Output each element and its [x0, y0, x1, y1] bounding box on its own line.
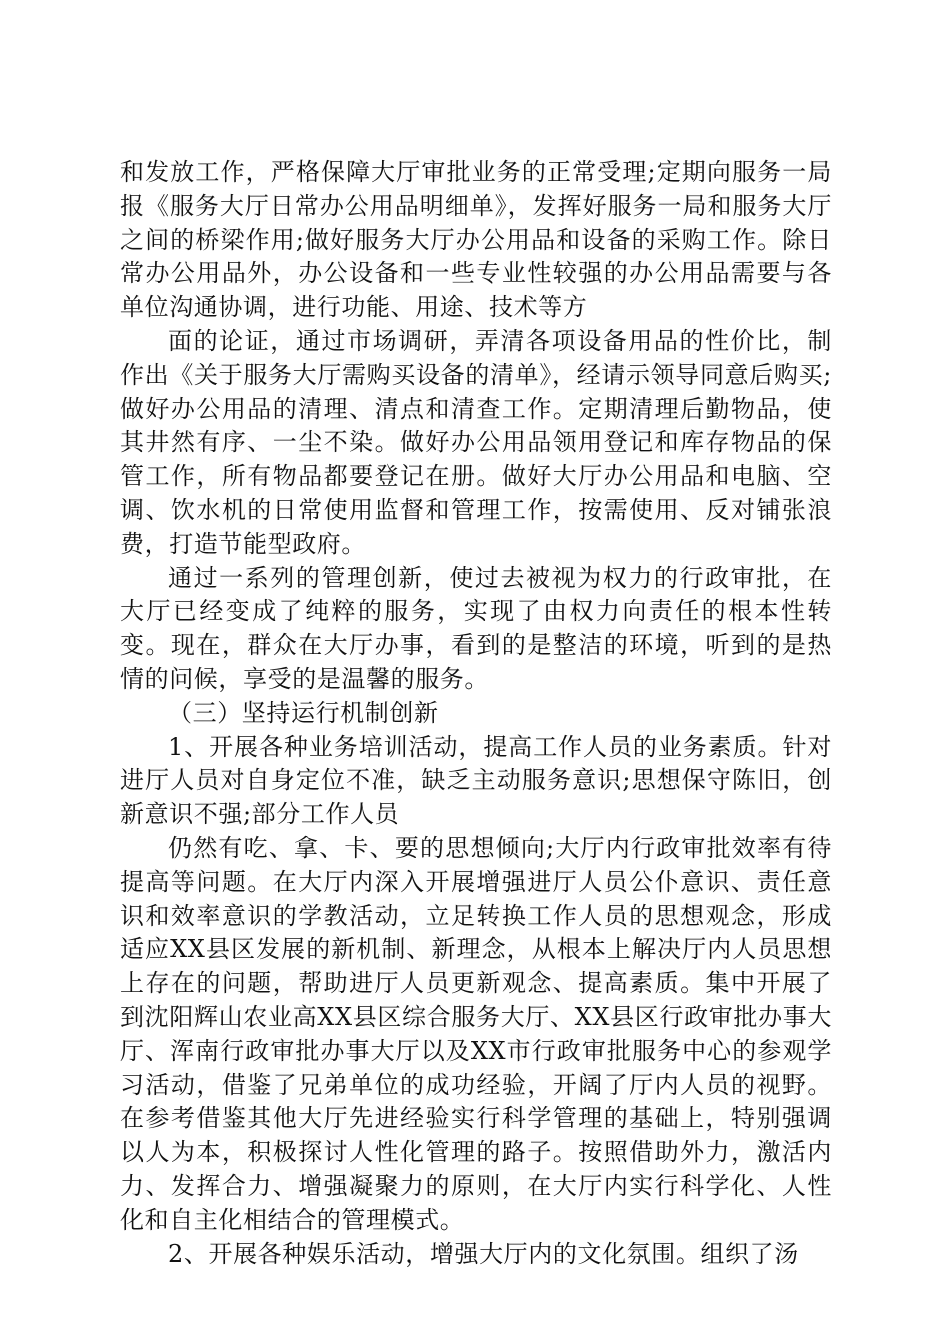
paragraph-training-activities: 1、开展各种业务培训活动，提高工作人员的业务素质。针对进厅人员对自身定位不准，缺乏主动服务意识;思想保守陈旧，创新意识不强;部分工作人员 [120, 732, 832, 829]
paragraph-office-supplies: 和发放工作，严格保障大厅审批业务的正常受理;定期向服务一局报《服务大厅日常办公用品明细单》，发挥好服务一局和服务大厅之间的桥梁作用;做好服务大厅办公用品和设备的采购工作。除日常办公用品外，办公设备和一些专业性较强的办公用品需要与各单位沟通协调，进行功能、用途、技术等方 [120, 158, 832, 322]
paragraph-management-innovation: 通过一系列的管理创新，使过去被视为权力的行政审批，在大厅已经变成了纯粹的服务，实现了由权力向责任的根本性转变。现在，群众在大厅办事，看到的是整洁的环境，听到的是热情的问候，享受的是温馨的服务。 [120, 563, 832, 693]
section-heading-mechanism-innovation: （三）坚持运行机制创新 [168, 698, 439, 727]
document-body [120, 156, 832, 1271]
paragraph-study-visits: 仍然有吃、拿、卡、要的思想倾向;大厅内行政审批效率有待提高等问题。在大厅内深入开展增强进厅人员公仆意识、责任意识和效率意识的学教活动，立足转换工作人员的思想观念，形成适应XX县区发展的新机制、新理念，从根本上解决厅内人员思想上存在的问题，帮助进厅人员更新观念、提高素质。集中开展了到沈阳辉山农业高XX县区综合服务大厅、XX县区行政审批办事大厅、浑南行政审批办事大厅以及XX市行政审批服务中心的参观学习活动，借鉴了兄弟单位的成功经验，开阔了厅内人员的视野。在参考借鉴其他大厅先进经验实行科学管理的基础上，特别强调以人为本，积极探讨人性化管理的路子。按照借助外力，激活内力、发挥合力、增强凝聚力的原则，在大厅内实行科学化、人性化和自主化相结合的管理模式。 [120, 833, 832, 1234]
paragraph-recreation-activities: 2、开展各种娱乐活动，增强大厅内的文化氛围。组织了汤 [168, 1239, 799, 1268]
paragraph-equipment-purchase: 面的论证，通过市场调研，弄清各项设备用品的性价比，制作出《关于服务大厅需购买设备的清单》，经请示领导同意后购买;做好办公用品的清理、清点和清查工作。定期清理后勤物品，使其井然有序、一尘不染。做好办公用品领用登记和库存物品的保管工作，所有物品都要登记在册。做好大厅办公用品和电脑、空调、饮水机的日常使用监督和管理工作，按需使用、反对铺张浪费，打造节能型政府。 [120, 326, 832, 558]
